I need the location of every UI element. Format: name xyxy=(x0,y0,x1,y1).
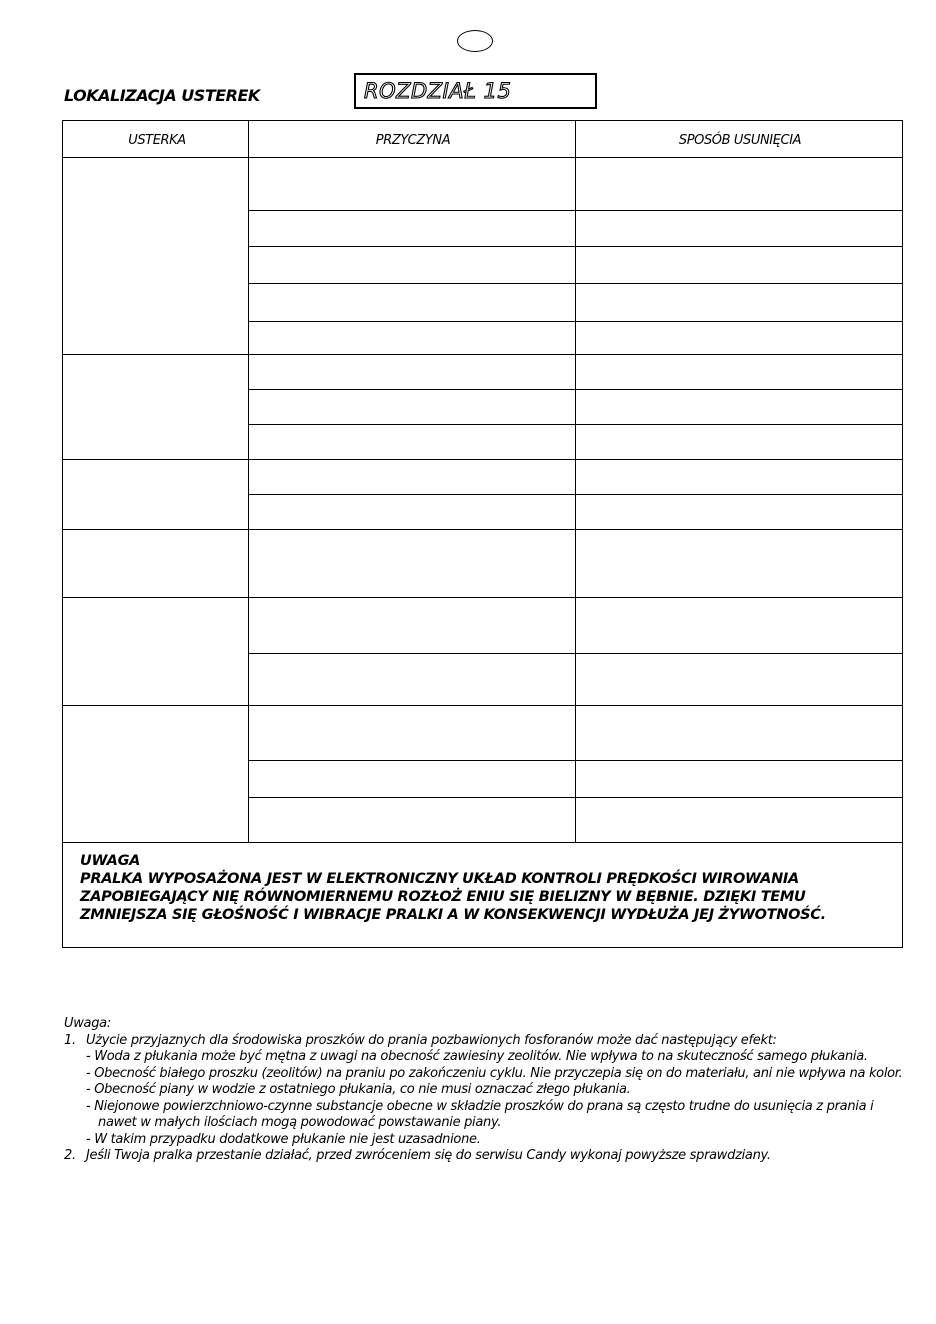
note-subitem: - W takim przypadku dodatkowe płukanie nie jest uzasadnione. xyxy=(86,1131,481,1147)
table-col-divider-1 xyxy=(248,120,249,842)
header-sposob-usuniecia: SPOSÓB USUNIĘCIA xyxy=(678,133,802,148)
note-item xyxy=(64,1033,914,1050)
warning-body: PRALKA WYPOSAŻONA JEST W ELEKTRONICZNY UKŁAD KONTROLI PRĘDKOŚCI WIROWANIA ZAPOBIEGAJĄCY NIĘ RÓWNOMIERNEMU ROZŁOŻ ENIU SIĘ BIELIZNY W BĘBNIE. DZIĘKI TEMU ZMNIEJSZA SIĘ GŁOŚNOŚĆ I WIBRACJE PRALKI A W KONSEKWENCJI WYDŁUŻA JEJ ŻYWOTNOŚĆ. xyxy=(80,871,826,923)
table-group-divider xyxy=(62,459,903,460)
warning-title: UWAGA xyxy=(80,853,141,869)
section-title: LOKALIZACJA USTEREK xyxy=(64,86,260,105)
language-oval-mark xyxy=(457,30,493,52)
warning-block xyxy=(80,852,880,924)
table-header-divider xyxy=(62,157,903,158)
table-row-divider xyxy=(248,494,903,495)
chapter-box xyxy=(354,73,597,109)
table-row-divider xyxy=(248,246,903,247)
table-row-divider xyxy=(248,210,903,211)
table-row-divider xyxy=(248,389,903,390)
notes-section xyxy=(64,1016,914,1165)
note-subitem: - Obecność piany w wodzie z ostatniego płukania, co nie musi oznaczać złego płukania. xyxy=(86,1082,631,1097)
notes-heading: Uwaga: xyxy=(64,1016,111,1031)
note-item xyxy=(64,1148,914,1165)
table-group-divider xyxy=(62,529,903,530)
table-col-divider-2 xyxy=(575,120,576,842)
table-group-divider xyxy=(62,842,903,843)
header-przyczyna: PRZYCZYNA xyxy=(375,133,451,148)
note-subitem: - Obecność białego proszku (zeolitów) na praniu po zakończeniu cyklu. Nie przyczepia się on do materiału, ani nie wpływa na kolor. xyxy=(86,1065,903,1081)
table-group-divider xyxy=(62,705,903,706)
chapter-label: ROZDZIAŁ 15 xyxy=(364,79,512,103)
table-row-divider xyxy=(248,321,903,322)
note-number: 1. xyxy=(64,1032,76,1048)
table-row-divider xyxy=(248,797,903,798)
note-text: Jeśli Twoja pralka przestanie działać, przed zwróceniem się do serwisu Candy wykonaj powyższe sprawdziany. xyxy=(86,1148,771,1163)
note-text: Użycie przyjaznych dla środowiska proszków do prania pozbawionych fosforanów może dać następujący efekt: xyxy=(86,1032,777,1048)
note-subitem: - Niejonowe powierzchniowo-czynne substancje obecne w składzie proszków do prana są często trudne do usunięcia z prania i nawet w małych ilościach mogą powodować powstawanie piany. xyxy=(86,1098,874,1130)
note-subitem: - Woda z płukania może być mętna z uwagi na obecność zawiesiny zeolitów. Nie wpływa to na skuteczność samego płukania. xyxy=(86,1049,868,1064)
table-row-divider xyxy=(248,760,903,761)
note-number: 2. xyxy=(64,1148,76,1163)
table-row-divider xyxy=(248,653,903,654)
header-usterka: USTERKA xyxy=(128,133,186,148)
note-subitems xyxy=(64,1049,914,1148)
table-group-divider xyxy=(62,354,903,355)
troubleshooting-table xyxy=(62,120,903,948)
table-row-divider xyxy=(248,424,903,425)
table-row-divider xyxy=(248,283,903,284)
table-group-divider xyxy=(62,597,903,598)
